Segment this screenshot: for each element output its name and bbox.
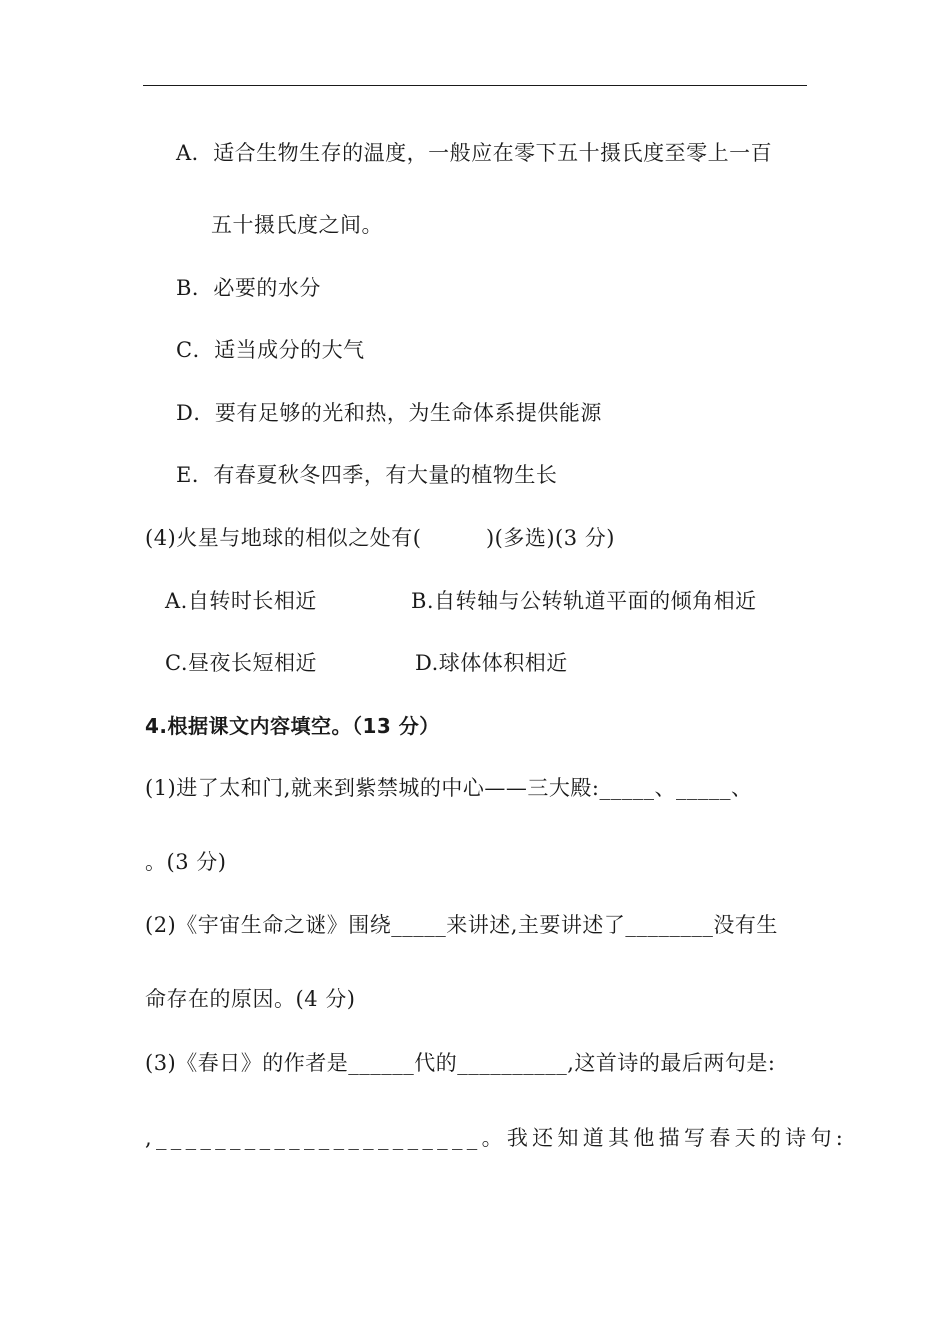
part-4-option-b: B.自转轴与公转轨道平面的倾角相近 <box>411 589 757 613</box>
question-4-heading: 4.根据课文内容填空。（13 分） <box>145 714 440 738</box>
q4-part-2-line-1: (2)《宇宙生命之谜》围绕_____来讲述,主要讲述了________没有生 <box>145 913 778 937</box>
part-4-option-d: D.球体体积相近 <box>415 651 568 675</box>
q4-part-3-line-2: ,______________________。我还知道其他描写春天的诗句: <box>145 1126 848 1150</box>
header-rule <box>143 85 807 86</box>
option-b: B．必要的水分 <box>176 276 321 300</box>
option-c: C．适当成分的大气 <box>176 338 365 362</box>
option-a-line-2: 五十摄氏度之间。 <box>211 213 383 237</box>
q4-part-2-line-2: 命存在的原因。(4 分) <box>145 987 356 1011</box>
q4-part-1-line-2: 。(3 分) <box>145 850 227 874</box>
option-d: D．要有足够的光和热，为生命体系提供能源 <box>176 401 602 425</box>
q4-part-3-line-1: (3)《春日》的作者是______代的__________,这首诗的最后两句是: <box>145 1051 776 1075</box>
part-4-option-c: C.昼夜长短相近 <box>165 651 317 675</box>
question-4-part-4-stem: (4)火星与地球的相似之处有( )(多选)(3 分) <box>145 526 615 550</box>
option-e: E．有春夏秋冬四季，有大量的植物生长 <box>176 463 558 487</box>
q4-part-1-line-1: (1)进了太和门,就来到紫禁城的中心——三大殿:_____、_____、 <box>145 776 753 800</box>
option-a-line-1: A．适合生物生存的温度，一般应在零下五十摄氏度至零上一百 <box>176 141 773 165</box>
part-4-option-a: A.自转时长相近 <box>165 589 317 613</box>
